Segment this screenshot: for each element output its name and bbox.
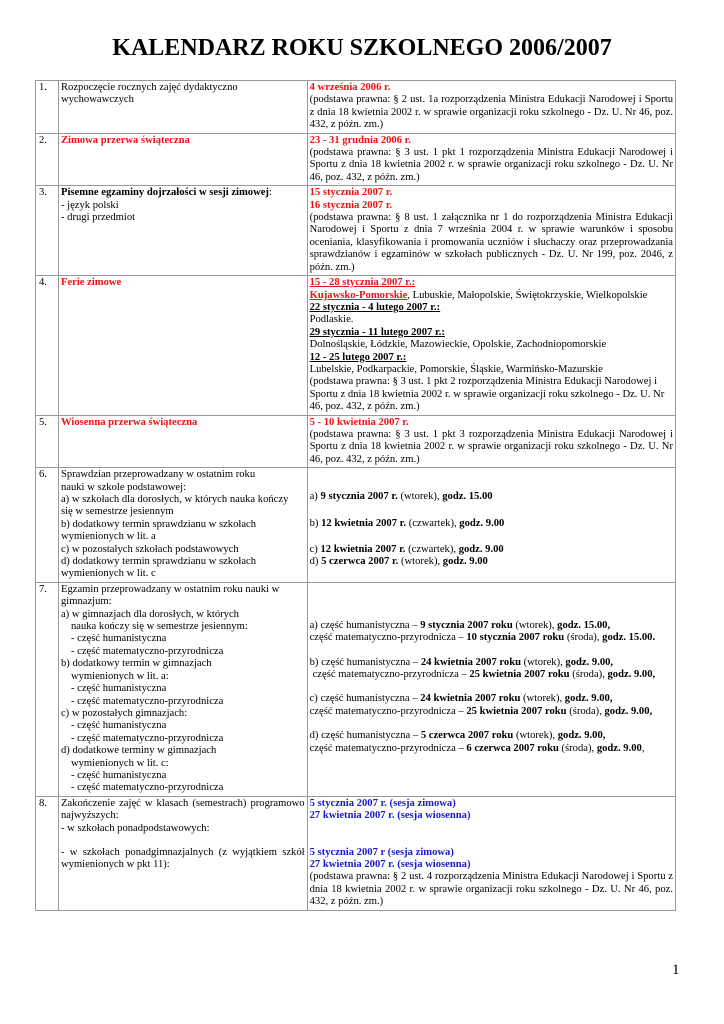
legal-basis: (podstawa prawna: § 3 ust. 1 pkt 3 rozporządzenia Ministra Edukacji Narodowej i Sportu z dnia 18 kwietnia 2002 r. w sprawie organizacji roku szkolnego - Dz. U. Nr 46, poz. 432, z późn. zm.) [309,428,673,465]
event-line: - część humanistyczna [70,633,167,645]
event-line: nauka kończy się w semestrze jesiennym: [70,621,248,633]
event-date: 5 stycznia 2007 r (sesja zimowa) [309,846,454,858]
event-cell [58,81,307,134]
period-regions: Lubelskie, Podkarpackie, Pomorskie, Śląskie, Warmińsko-Mazurskie [309,363,603,375]
event-date: 5 stycznia 2007 r. (sesja zimowa) [309,797,456,809]
period-date: 22 stycznia - 4 lutego 2007 r.: [309,301,441,313]
row-number: 3. [36,186,59,276]
event-cell [58,186,307,276]
event-line: c) w pozostałych szkołach podstawowych [60,543,239,555]
event-line: Zakończenie zajęć w klasach (semestrach) programowo najwyższych: [60,797,305,822]
event-line: - część matematyczno-przyrodnicza [70,645,224,657]
event-date: 16 stycznia 2007 r. [309,199,393,211]
event-line: c) w pozostałych gimnazjach: [60,707,188,719]
event-line: - w szkołach ponadgimnazjalnych (z wyjątkiem szkół wymienionych w pkt 11): [60,846,305,871]
event-text: Wiosenna przerwa świąteczna [60,416,198,428]
date-cell [307,415,675,468]
exam-term: a) część humanistyczna – 9 stycznia 2007 roku (wtorek), godz. 15.00, [309,619,611,631]
event-line: wymienionych w lit. c [60,568,156,580]
event-line: - część humanistyczna [70,769,167,781]
table-row [36,133,676,186]
event-cell [58,468,307,583]
exam-term: d) 5 czerwca 2007 r. (wtorek), godz. 9.00 [309,556,488,568]
event-cell [58,796,307,910]
exam-term: c) część humanistyczna – 24 kwietnia 2007 roku (wtorek), godz. 9.00, [309,693,613,705]
exam-term: b) 12 kwietnia 2007 r. (czwartek), godz. 9.00 [309,517,505,529]
date-cell [307,81,675,134]
legal-basis: (podstawa prawna: § 3 ust. 1 pkt 1 rozporządzenia Ministra Edukacji Narodowej i Sportu z dnia 18 kwietnia 2002 r. w sprawie organizacji roku szkolnego - Dz. U. Nr 46, poz. 432, z późn. zm.) [309,147,673,183]
date-cell [307,582,675,796]
row-number: 2. [36,133,59,186]
row-number: 8. [36,796,59,910]
event-text: Zimowa przerwa świąteczna [60,134,190,146]
event-subitem: - język polski [60,199,119,211]
event-line: wymienionych w lit. c: [70,757,169,769]
table-row [36,186,676,276]
event-subitem: - drugi przedmiot [60,212,136,224]
event-line: nauki w szkole podstawowej: [60,481,187,493]
event-cell [58,582,307,796]
row-number: 1. [36,81,59,134]
event-text: Rozpoczęcie rocznych zajęć dydaktyczno wychowawczych [60,82,238,106]
table-row [36,468,676,583]
event-line: - część matematyczno-przyrodnicza [70,695,224,707]
period-regions: Dolnośląskie, Łódzkie, Mazowieckie, Opolskie, Zachodniopomorskie [309,339,607,351]
period-date: 15 - 28 stycznia 2007 r.: [309,277,416,289]
event-line: - część humanistyczna [70,720,167,732]
event-line: Sprawdzian przeprowadzany w ostatnim roku [60,469,256,481]
period-date: 12 - 25 lutego 2007 r.: [309,351,407,363]
table-row [36,415,676,468]
event-date: 15 stycznia 2007 r. [309,187,393,199]
row-number: 7. [36,582,59,796]
legal-basis: (podstawa prawna: § 3 ust. 1 pkt 2 rozporządzenia Ministra Edukacji Narodowej i Sportu z dnia 18 kwietnia 2002 r. w sprawie organizacji roku szkolnego - Dz. U. Nr 46, poz. 432, z późn. zm.) [309,376,665,413]
page-title: KALENDARZ ROKU SZKOLNEGO 2006/2007 [112,35,612,61]
period-regions: Kujawsko-Pomorskie, Lubuskie, Małopolskie, Świętokrzyskie, Wielkopolskie [309,289,648,301]
date-cell [307,133,675,186]
table-row [36,81,676,134]
event-line: gimnazjum: [60,596,112,608]
exam-term: c) 12 kwietnia 2007 r. (czwartek), godz. 9.00 [309,544,504,555]
period-regions: Podlaskie. [309,314,354,326]
event-date: 27 kwietnia 2007 r. (sesja wiosenna) [309,858,471,870]
event-line: - część humanistyczna [70,683,167,695]
event-heading: Pisemne egzaminy dojrzałości w sesji zimowej: [60,187,272,199]
period-date: 29 stycznia - 11 lutego 2007 r.: [309,326,445,338]
event-date: 4 września 2006 r. [309,82,391,93]
event-line: się w semestrze jesiennym [60,506,174,518]
row-number: 6. [36,468,59,583]
event-line: a) w gimnazjach dla dorosłych, w których [60,608,239,620]
exam-term: część matematyczno-przyrodnicza – 10 stycznia 2007 roku (środa), godz. 15.00. [309,632,656,644]
exam-term: część matematyczno-przyrodnicza – 25 kwietnia 2007 roku (środa), godz. 9.00, [312,669,656,681]
event-line: - w szkołach ponadpodstawowych: [60,822,210,834]
exam-term: część matematyczno-przyrodnicza – 6 czerwca 2007 roku (środa), godz. 9.00, [309,742,645,754]
event-line: wymienionych w lit. a: [70,670,169,682]
date-cell [307,276,675,415]
date-cell [307,468,675,583]
event-line: d) dodatkowe terminy w gimnazjach [60,745,217,757]
legal-basis: (podstawa prawna: § 2 ust. 1a rozporządzenia Ministra Edukacji Narodowej i Sportu z dnia 18 kwietnia 2002 r. w sprawie organizacji roku szkolnego - Dz. U. Nr 46, poz. 432, z późn. zm.) [309,94,673,131]
exam-term: a) 9 stycznia 2007 r. (wtorek), godz. 15.00 [309,491,493,503]
event-line: a) w szkołach dla dorosłych, w których nauka kończy [60,494,289,505]
event-line: b) dodatkowy termin w gimnazjach [60,658,212,670]
legal-basis: (podstawa prawna: § 8 ust. 1 załącznika nr 1 do rozporządzenia Ministra Edukacji Narodowej i Sportu z dnia 7 września 2004 r. w sprawie warunków i sposobu oceniania, klasyfikowania i promowania uczniów i słuchaczy oraz przeprowadzania sprawdzianów i egzaminów w szkołach publicznych - Dz. U. Nr 199, poz. 2046, z późn. zm.) [309,212,673,273]
exam-term: część matematyczno-przyrodnicza – 25 kwietnia 2007 roku (środa), godz. 9.00, [309,705,653,717]
calendar-table [35,80,676,911]
event-line: Egzamin przeprowadzany w ostatnim roku nauki w [60,583,280,595]
event-cell [58,415,307,468]
table-row [36,276,676,415]
event-line: b) dodatkowy termin sprawdzianu w szkołach [60,518,257,530]
event-line: - część matematyczno-przyrodnicza [70,782,224,794]
legal-basis: (podstawa prawna: § 2 ust. 4 rozporządzenia Ministra Edukacji Narodowej i Sportu z dnia 18 kwietnia 2002 r. w sprawie organizacji roku szkolnego - Dz. U. Nr 46, poz. 432, z późn. zm.) [309,871,673,908]
page-number: 1 [672,962,680,978]
event-line: d) dodatkowy termin sprawdzianu w szkołach [60,556,257,568]
date-cell [307,796,675,910]
event-cell [58,276,307,415]
table-row [36,582,676,796]
exam-term: d) część humanistyczna – 5 czerwca 2007 roku (wtorek), godz. 9.00, [309,730,606,742]
table-row [36,796,676,910]
row-number: 5. [36,415,59,468]
date-cell [307,186,675,276]
row-number: 4. [36,276,59,415]
exam-term: b) część humanistyczna – 24 kwietnia 2007 roku (wtorek), godz. 9.00, [309,656,614,668]
event-text: Ferie zimowe [60,277,122,289]
event-date: 23 - 31 grudnia 2006 r. [309,134,412,146]
event-line: - część matematyczno-przyrodnicza [70,732,224,744]
event-cell [58,133,307,186]
event-date: 27 kwietnia 2007 r. (sesja wiosenna) [309,810,471,822]
event-date: 5 - 10 kwietnia 2007 r. [309,416,409,428]
event-line: wymienionych w lit. a [60,531,156,543]
